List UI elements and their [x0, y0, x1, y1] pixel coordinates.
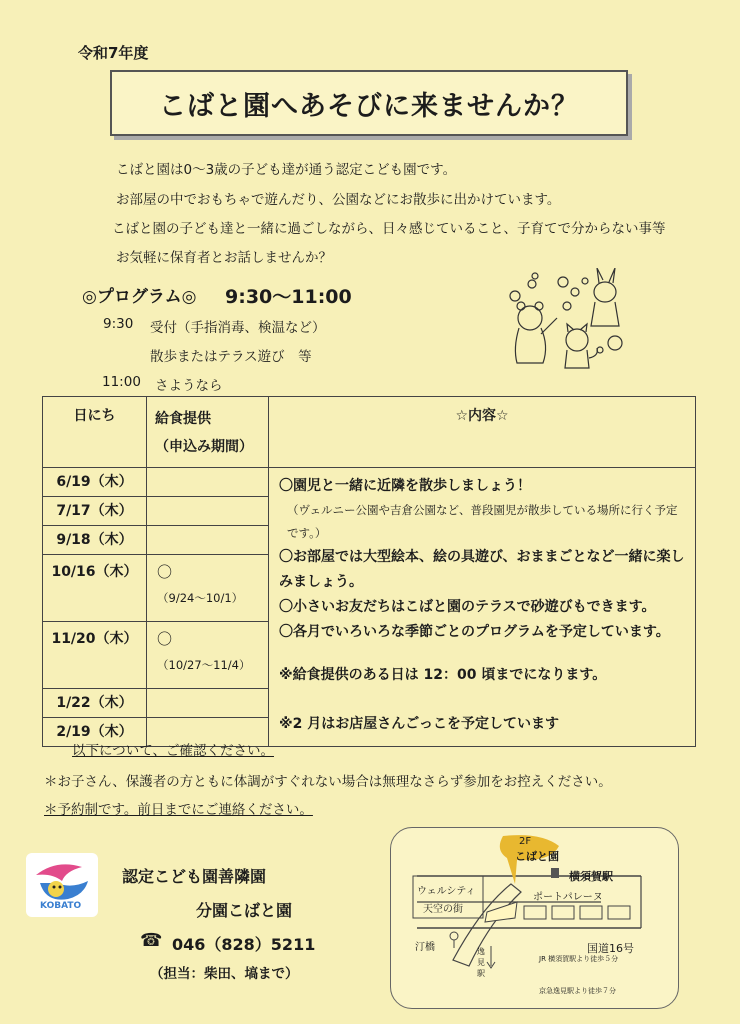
content-line-2: 〇お部屋では大型絵本、絵の具遊び、おままごとなど一緒に楽しみましょう。 [279, 549, 685, 590]
content-line-1: 〇園児と一緒に近隣を散歩しましょう！ [279, 478, 531, 494]
notes-heading: 以下について、ご確認ください。 [72, 743, 274, 759]
schedule-item-3: さようなら [155, 378, 223, 394]
schedule-table [42, 396, 696, 747]
meal-available-mark: 〇 [157, 563, 173, 581]
org-branch: 分園こばと園 [196, 901, 293, 920]
row-meal [147, 689, 269, 718]
meal-available-mark: 〇 [157, 630, 173, 648]
content-line-4: 〇各月でいろいろな季節ごとのプログラムを予定しています。 [279, 624, 670, 640]
content-note-1: ※給食提供のある日は 12：00 頃までになります。 [279, 667, 607, 683]
map-station-label: 横須賀駅 [569, 870, 613, 883]
map-jr-walk: JR 横須賀駅より徒歩５分 [539, 955, 619, 963]
meal-period: （10/27～11/4） [157, 658, 251, 672]
table-row [43, 468, 696, 497]
row-date: 1/22（木） [43, 689, 147, 718]
header-content: ☆内容☆ [269, 397, 696, 468]
map-shiohashi-label: 汀橋 [415, 942, 435, 953]
intro-line-1: こばと園は0～3歳の子ども達が通う認定こども園です。 [116, 162, 457, 178]
content-cell [269, 468, 696, 747]
row-meal [147, 468, 269, 497]
header-date: 日にち [43, 397, 147, 468]
header-meal-label: 給食提供 [155, 411, 211, 427]
row-meal [147, 497, 269, 526]
access-map [390, 827, 679, 1009]
animals-bubbles-illustration [505, 268, 635, 373]
phone-number: 046（828）5211 [172, 935, 316, 954]
org-name: 認定こども園善隣園 [122, 867, 267, 886]
row-meal [147, 622, 269, 689]
row-date: 6/19（木） [43, 468, 147, 497]
page-title: こばと園へあそびに来ませんか？ [110, 70, 628, 136]
intro-line-4: お気軽に保育者とお話しませんか？ [116, 250, 332, 266]
logo-text: KOBATO [40, 901, 82, 911]
note-item-1: ＊お子さん、保護者の方ともに体調がすぐれない場合は無理なさらず参加をお控えください。 [44, 774, 612, 790]
map-port-label: ポートパレーヌ [533, 892, 603, 903]
program-time: 9:30～11:00 [225, 286, 352, 308]
map-route-label: 国道16号 [587, 942, 634, 955]
program-heading: ◎プログラム◎ [82, 287, 197, 307]
content-line-3: 〇小さいお友だちはこばと園のテラスで砂遊びもできます。 [279, 599, 656, 615]
fiscal-year: 令和7年度 [78, 44, 149, 62]
header-meal-period: （申込み期間） [155, 439, 253, 455]
row-meal [147, 555, 269, 622]
intro-line-2: お部屋の中でおもちゃで遊んだり、公園などにお散歩に出かけています。 [116, 192, 561, 208]
note-item-2: ＊予約制です。前日までにご連絡ください。 [44, 802, 313, 818]
meal-period: （9/24～10/1） [157, 591, 244, 605]
schedule-item-1: 受付（手指消毒、検温など） [150, 320, 326, 336]
map-kobato-floor: 2F [519, 836, 532, 847]
map-wellcity-label: ウェルシティ [417, 886, 476, 897]
intro-line-3: こばと園の子ども達と一緒に過ごしながら、日々感じていること、子育てで分からない事等 [112, 221, 666, 237]
contact-person: （担当：柴田、塙まで） [150, 966, 299, 982]
map-wellcity-sub: 天空の街 [423, 904, 463, 915]
map-hemi-3: 駅 [477, 969, 485, 978]
table-header-row [43, 397, 696, 468]
schedule-item-2: 散歩またはテラス遊び 等 [150, 349, 312, 365]
map-keikyu-walk: 京急逸見駅より徒歩７分 [539, 987, 616, 995]
map-hemi-1: 逸 [477, 947, 485, 956]
row-date: 11/20（木） [43, 622, 147, 689]
header-meal [147, 397, 269, 468]
row-date: 7/17（木） [43, 497, 147, 526]
phone-icon: ☎ [140, 930, 163, 951]
content-note-2: ※2 月はお店屋さんごっこを予定しています [279, 716, 559, 732]
row-date: 10/16（木） [43, 555, 147, 622]
row-date: 2/19（木） [43, 718, 147, 747]
content-line-1-sub: （ヴェルニー公園や吉倉公園など、普段園児が散歩している場所に行く予定です。） [287, 503, 678, 540]
schedule-time-3: 11:00 [102, 374, 141, 390]
kobato-logo [26, 853, 98, 917]
schedule-time-1: 9:30 [103, 316, 134, 332]
map-hemi-2: 見 [477, 958, 485, 967]
row-date: 9/18（木） [43, 526, 147, 555]
row-meal [147, 526, 269, 555]
map-kobato-label: こばと園 [515, 850, 559, 863]
